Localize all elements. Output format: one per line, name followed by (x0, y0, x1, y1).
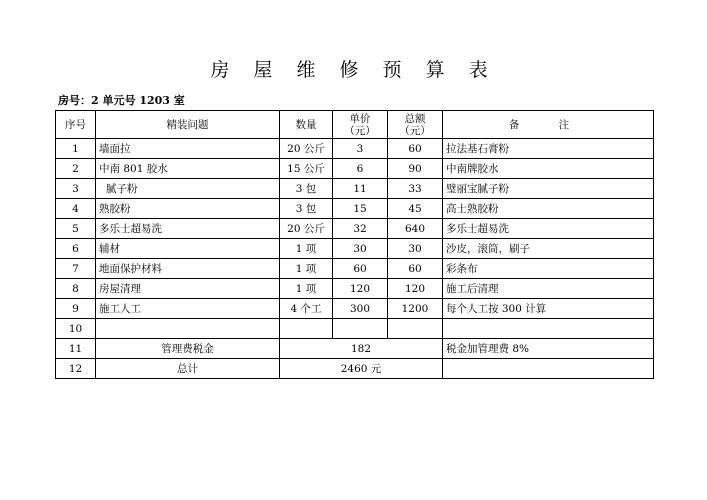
cell-item: 房屋清理 (96, 279, 280, 299)
cell-remark: 高士熟胶粉 (443, 199, 654, 219)
table-row (56, 239, 654, 259)
cell-remark: 沙皮，滚筒，刷子 (443, 239, 654, 259)
header-total (388, 111, 443, 139)
cell-seq: 11 (56, 339, 96, 359)
cell-price: 32 (333, 219, 388, 239)
header-unit-price-line2: （元） (344, 124, 376, 137)
cell-seq: 2 (56, 159, 96, 179)
cell-seq: 5 (56, 219, 96, 239)
table-row (56, 139, 654, 159)
table-row (56, 219, 654, 239)
header-row (56, 111, 654, 139)
cell-price: 300 (333, 299, 388, 319)
cell-qty: 1 项 (280, 259, 333, 279)
cell-qty: 1 项 (280, 239, 333, 259)
header-total-line1: 总额 (404, 112, 426, 125)
cell-qty: 15 公斤 (280, 159, 333, 179)
cell-seq: 4 (56, 199, 96, 219)
grand-total-remark (443, 359, 654, 379)
cell-total: 45 (388, 199, 443, 219)
cell-total: 60 (388, 259, 443, 279)
cell-item: 多乐士超易洗 (96, 219, 280, 239)
header-item: 精装问题 (96, 111, 280, 139)
cell-remark: 每个人工按 300 计算 (443, 299, 654, 319)
cell-total: 1200 (388, 299, 443, 319)
cell-seq: 8 (56, 279, 96, 299)
cell-seq: 6 (56, 239, 96, 259)
grand-total-value: 2460 元 (280, 359, 443, 379)
cell-item: 熟胶粉 (96, 199, 280, 219)
header-unit-price-line1: 单价 (349, 112, 371, 125)
grand-total-row (56, 359, 654, 379)
cell-seq: 10 (56, 319, 96, 339)
cell-item: 中南 801 胶水 (96, 159, 280, 179)
table-row (56, 279, 654, 299)
cell-price: 30 (333, 239, 388, 259)
management-fee-remark: 税金加管理费 8% (443, 339, 654, 359)
cell-price: 3 (333, 139, 388, 159)
management-fee-label: 管理费税金 (96, 339, 280, 359)
cell-seq: 12 (56, 359, 96, 379)
table-row (56, 319, 654, 339)
budget-table (55, 110, 654, 379)
management-fee-row (56, 339, 654, 359)
cell-total: 120 (388, 279, 443, 299)
cell-price: 120 (333, 279, 388, 299)
cell-item (96, 319, 280, 339)
cell-qty: 4 个工 (280, 299, 333, 319)
cell-item: 腻子粉 (96, 179, 280, 199)
grand-total-label: 总计 (96, 359, 280, 379)
table-row (56, 299, 654, 319)
cell-seq: 3 (56, 179, 96, 199)
cell-qty: 20 公斤 (280, 139, 333, 159)
cell-qty: 3 包 (280, 199, 333, 219)
cell-qty: 1 项 (280, 279, 333, 299)
cell-remark: 璧丽宝腻子粉 (443, 179, 654, 199)
table-row (56, 199, 654, 219)
cell-seq: 7 (56, 259, 96, 279)
cell-total: 640 (388, 219, 443, 239)
cell-total (388, 319, 443, 339)
cell-total: 90 (388, 159, 443, 179)
cell-price: 6 (333, 159, 388, 179)
cell-item: 地面保护材料 (96, 259, 280, 279)
cell-qty: 3 包 (280, 179, 333, 199)
cell-price: 60 (333, 259, 388, 279)
cell-remark: 中南牌胶水 (443, 159, 654, 179)
cell-remark: 彩条布 (443, 259, 654, 279)
cell-remark: 多乐士超易洗 (443, 219, 654, 239)
table-row (56, 259, 654, 279)
header-seq: 序号 (56, 111, 96, 139)
cell-total: 60 (388, 139, 443, 159)
cell-qty: 20 公斤 (280, 219, 333, 239)
header-remark: 备 注 (443, 111, 654, 139)
cell-seq: 1 (56, 139, 96, 159)
table-row (56, 179, 654, 199)
cell-item: 墙面拉 (96, 139, 280, 159)
room-info: 房号：2 单元号 1203 室 (58, 94, 185, 107)
cell-item: 施工人工 (96, 299, 280, 319)
cell-remark: 施工后清理 (443, 279, 654, 299)
management-fee-value: 182 (280, 339, 443, 359)
cell-qty (280, 319, 333, 339)
document-title: 房 屋 维 修 预 算 表 (210, 59, 497, 81)
cell-remark (443, 319, 654, 339)
header-qty: 数量 (280, 111, 333, 139)
cell-total: 30 (388, 239, 443, 259)
cell-total: 33 (388, 179, 443, 199)
table-row (56, 159, 654, 179)
cell-price: 11 (333, 179, 388, 199)
header-unit-price (333, 111, 388, 139)
cell-price: 15 (333, 199, 388, 219)
cell-seq: 9 (56, 299, 96, 319)
cell-price (333, 319, 388, 339)
cell-remark: 拉法基石膏粉 (443, 139, 654, 159)
cell-item: 辅材 (96, 239, 280, 259)
header-total-line2: （元） (399, 124, 431, 137)
